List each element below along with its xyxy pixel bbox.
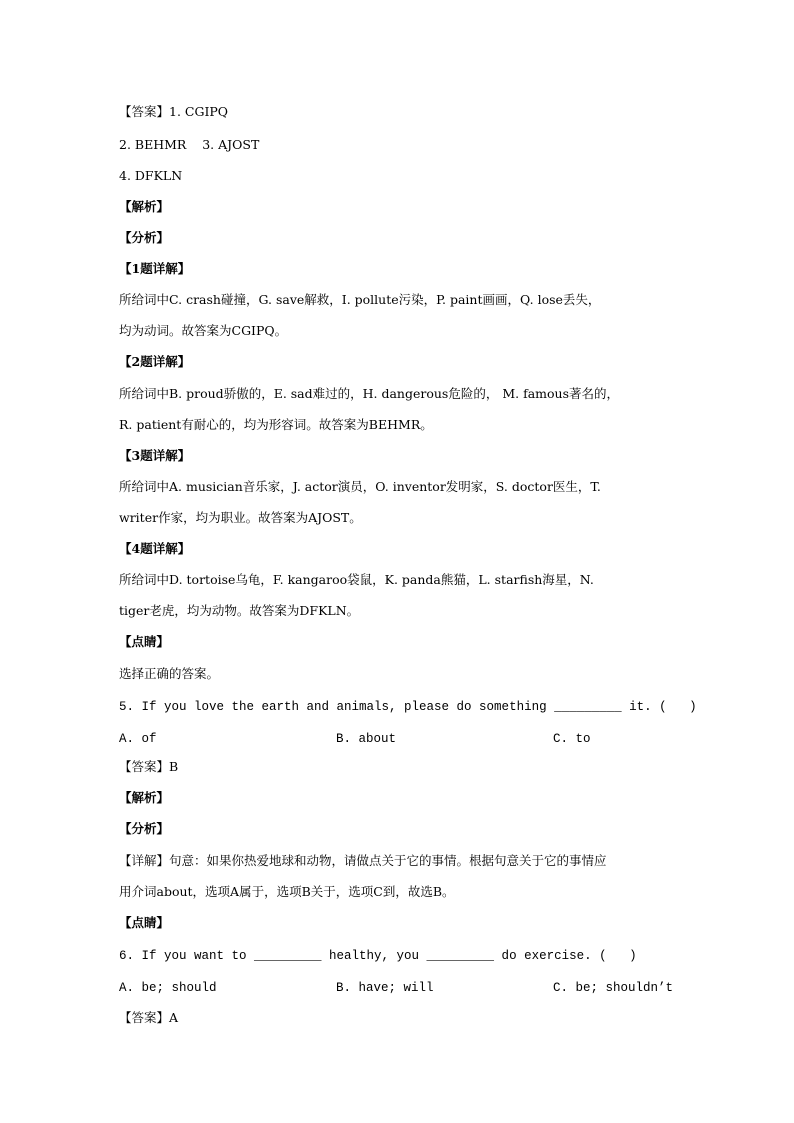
q1-detail-heading: 【1题详解】 (119, 261, 191, 276)
q3-detail-text-2: writer作家，均为职业。故答案为AJOST。 (119, 510, 362, 525)
q5-option-c: C. to (553, 732, 591, 746)
dianjing-heading-1: 【点睛】 (119, 634, 170, 649)
question-5: 5. If you love the earth and animals, please do something _________ it. ( ) (119, 700, 697, 714)
q4-detail-heading: 【4题详解】 (119, 541, 191, 556)
q6-option-a: A. be; should (119, 981, 217, 995)
answer-line-1: 【答案】1. CGIPQ (119, 104, 229, 119)
q1-detail-text-1: 所给词中C. crash碰撞，G. save解救，I. pollute污染，P. paint画画，Q. lose丢失， (119, 292, 601, 307)
answer-line-3: 4. DFKLN (119, 168, 183, 183)
question-6: 6. If you want to _________ healthy, you _________ do exercise. ( ) (119, 949, 637, 963)
q6-option-b: B. have; will (336, 981, 434, 995)
q4-detail-text-2: tiger老虎，均为动物。故答案为DFKLN。 (119, 603, 360, 618)
q1-detail-text-2: 均为动词。故答案为CGIPQ。 (119, 323, 288, 338)
q5-detail-text-2: 用介词about，选项A属于，选项B关于，选项C到，故选B。 (119, 884, 455, 899)
q4-detail-text-1: 所给词中D. tortoise乌龟，F. kangaroo袋鼠，K. panda熊猫，L. starfish海星，N. (119, 572, 594, 587)
q2-detail-heading: 【2题详解】 (119, 354, 191, 369)
fenxi-heading: 【分析】 (119, 230, 170, 245)
dianjing-text-1: 选择正确的答案。 (119, 666, 220, 681)
q3-detail-heading: 【3题详解】 (119, 448, 191, 463)
q6-answer: 【答案】A (119, 1010, 179, 1025)
q5-answer: 【答案】B (119, 759, 179, 774)
q2-detail-text-1: 所给词中B. proud骄傲的，E. sad难过的，H. dangerous危险的， M. famous著名的， (119, 386, 619, 401)
q3-detail-text-1: 所给词中A. musician音乐家，J. actor演员，O. inventor发明家，S. doctor医生，T. (119, 479, 601, 494)
answer-line-2: 2. BEHMR 3. AJOST (119, 137, 260, 152)
q5-option-b: B. about (336, 732, 397, 746)
q6-option-c: C. be; shouldn’t (553, 981, 674, 995)
q5-fenxi-heading: 【分析】 (119, 821, 170, 836)
dianjing-heading-2: 【点睛】 (119, 915, 170, 930)
q5-option-a: A. of (119, 732, 157, 746)
q2-detail-text-2: R. patient有耐心的，均为形容词。故答案为BEHMR。 (119, 417, 433, 432)
analysis-heading: 【解析】 (119, 199, 170, 214)
q5-analysis-heading: 【解析】 (119, 790, 170, 805)
q5-detail-text-1: 【详解】句意：如果你热爱地球和动物，请做点关于它的事情。根据句意关于它的事情应 (119, 853, 607, 868)
